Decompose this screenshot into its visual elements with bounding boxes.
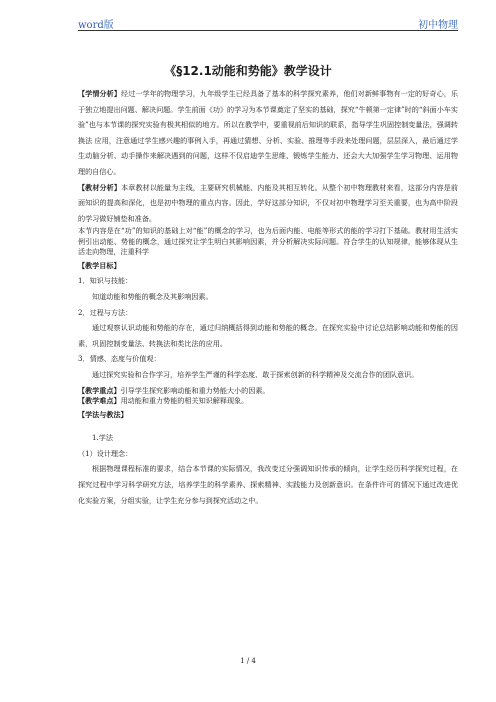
- page-number: 1 / 4: [240, 657, 256, 665]
- goal2-text: 通过观察认识动能和势能的存在，通过归纳概括得到动能和势能的概念。在探究实验中讨论总结影响动能和势能的因素，巩固控制变量法、转换法和类比法的应用。: [78, 323, 458, 348]
- goal1-heading: 1．知识与技能：: [78, 276, 133, 286]
- material-analysis-paragraph: [78, 180, 458, 227]
- material-analysis-text: 本章教材以能量为主线，主要研究机械能、内能及其相互转化。从整个初中物理教材来看，这部分内容是前面知识的提高和深化，也是初中物理的重点内容。因此，学好这部分知识，不仅对初中物理学习至关重要，也为高中阶段的学习做好铺垫和准备。: [78, 182, 459, 223]
- method-sub2: （1）设计理念：: [78, 448, 133, 458]
- student-analysis-label: 【学情分析】: [78, 89, 122, 98]
- material-extra-paragraph: 本节内容是在“功”的知识的基础上对“能”的概念的学习，也为后面内能、电能等形式的能的学习打下基础。教材用生活实例引出动能、势能的概念，通过探究让学生明白其影响因素，并分析解决实际问题。符合学生的认知规律，能够体现从生活走向物理，注重科学: [78, 226, 458, 257]
- method-text: 根据物理课程标准的要求，结合本节课的实际情况，我改变过分强调知识传承的倾向，让学生经历科学探究过程，在探究过程中学习科学研究方法，培养学生的科学素养、探索精神、实践能力及创新意识。在条件许可的情况下通过改进优化实验方案，分组实验，让学生充分参与到探究活动之中。: [78, 464, 458, 505]
- document-title: 《§12.1动能和势能》教学设计: [164, 64, 332, 78]
- goal3-text: 通过探究实验和合作学习，培养学生严谨的科学态度、敢于探索创新的科学精神及交流合作的团队意识。: [92, 370, 419, 379]
- method-sub1: 1.学法: [92, 433, 113, 443]
- goal3-heading: 3．情感、态度与价值观：: [78, 354, 161, 364]
- header-right-label: 初中物理: [418, 20, 458, 31]
- goals-heading: 【教学目标】: [78, 260, 121, 270]
- goal1-text: 知道动能和势能的概念及其影响因素。: [92, 292, 213, 302]
- goal2-heading: 2．过程与方法：: [78, 307, 133, 317]
- material-analysis-label: 【教材分析】: [78, 182, 122, 192]
- student-analysis-text: 经过一学年的物理学习，九年级学生已经具备了基本的科学探究素养，他们对新鲜事物有一定的好奇心，乐于独立地提出问题、解决问题。学生前面《功》的学习为本节课奠定了坚实的基础，探究“牛顿第一定律”时的“斜面小车实验”也与本节课的探究实验有极其相似的地方。所以在教学中，要重视前后知识的联系，指导学生巩固控制变量法，强调转换法 应用，注意通过学生感兴趣的事例入手，再通过猜想、分析、实验、推理等手段来处理问题，层层深入，最后通过学生动脑分析、动手操作来解决遇到的问题，这样不仅启迪学生思维、锻炼学生能力、还会大大加强学生学习物理、运用物理的自信心。: [78, 89, 459, 176]
- method-heading: 【学法与教法】: [78, 409, 128, 419]
- key-point-paragraph: 【教学重点】引导学生探究影响动能和重力势能大小的因素。: [78, 385, 270, 395]
- page-header: [78, 16, 458, 31]
- header-left-label: word版: [78, 20, 114, 31]
- document-body: [78, 86, 458, 508]
- difficulty-paragraph: 【教学难点】用动能和重力势能的相关知识解释现象。: [78, 396, 249, 406]
- student-analysis-paragraph: [78, 86, 458, 180]
